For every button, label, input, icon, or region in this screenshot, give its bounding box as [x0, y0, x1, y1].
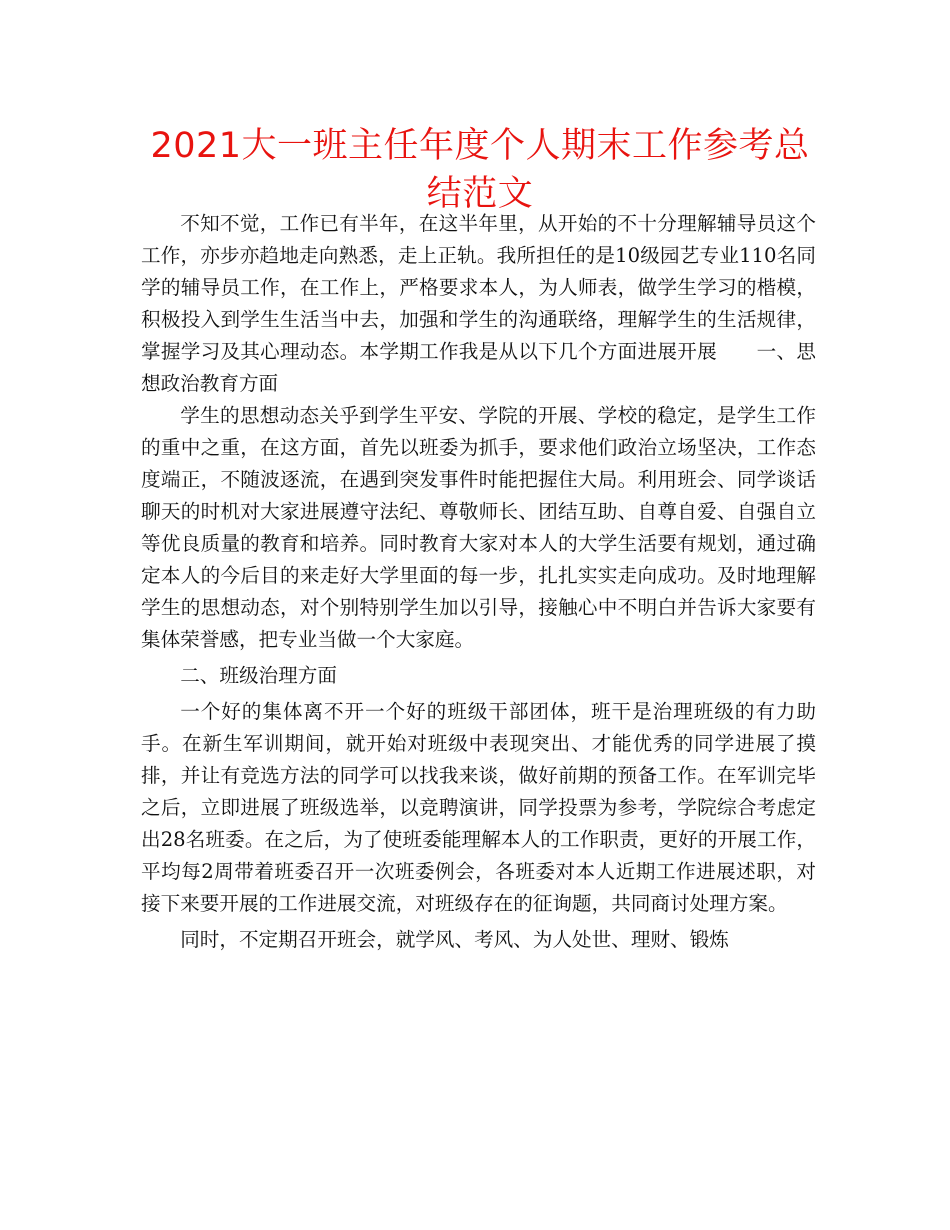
section-heading-class-management: 二、班级治理方面 — [180, 664, 337, 687]
document-body — [141, 208, 816, 956]
paragraph-class-management: 一个好的集体离不开一个好的班级干部团体，班干是治理班级的有力助手。在新生军训期间，就开始对班级中表现突出、才能优秀的同学进展了摸排，并让有竞选方法的同学可以找我来谈，做好前期的预备工作。在军训完毕之后，立即进展了班级选举，以竞聘演讲，同学投票为参考，学院综合考虑定出28名班委。在之后，为了使班委能理解本人的工作职责，更好的开展工作，平均每2周带着班委召开一次班委例会，各班委对本人近期工作进展述职，对接下来要开展的工作进展交流，对班级存在的征询题，共同商讨处理方案。 — [141, 700, 816, 915]
paragraph-intro: 不知不觉，工作已有半年，在这半年里，从开始的不十分理解辅导员这个工作，亦步亦趋地走向熟悉，走上正轨。我所担任的是10级园艺专业110名同学的辅导员工作，在工作上，严格要求本人，为人师表，做学生学习的楷模，积极投入到学生生活当中去，加强和学生的沟通联络，理解学生的生活规律，掌握学习及其心理动态。本学期工作我是从以下几个方面进展开展 一、思想政治教育方面 — [141, 212, 816, 395]
paragraph-ideology: 学生的思想动态关乎到学生平安、学院的开展、学校的稳定，是学生工作的重中之重，在这方面，首先以班委为抓手，要求他们政治立场坚决，工作态度端正，不随波逐流，在遇到突发事件时能把握住大局。利用班会、同学谈话聊天的时机对大家进展遵守法纪、尊敬师长、团结互助、自尊自爱、自强自立等优良质量的教育和培养。同时教育大家对本人的大学生活要有规划，通过确定本人的今后目的来走好大学里面的每一步，扎扎实实走向成功。及时地理解学生的思想动态，对个别特别学生加以引导，接触心中不明白并告诉大家要有集体荣誉感，把专业当做一个大家庭。 — [141, 404, 816, 651]
document-title: 2021大一班主任年度个人期末工作参考总结范文 — [150, 126, 810, 214]
paragraph-class-meetings: 同时，不定期召开班会，就学风、考风、为人处世、理财、锻炼 — [180, 928, 729, 951]
